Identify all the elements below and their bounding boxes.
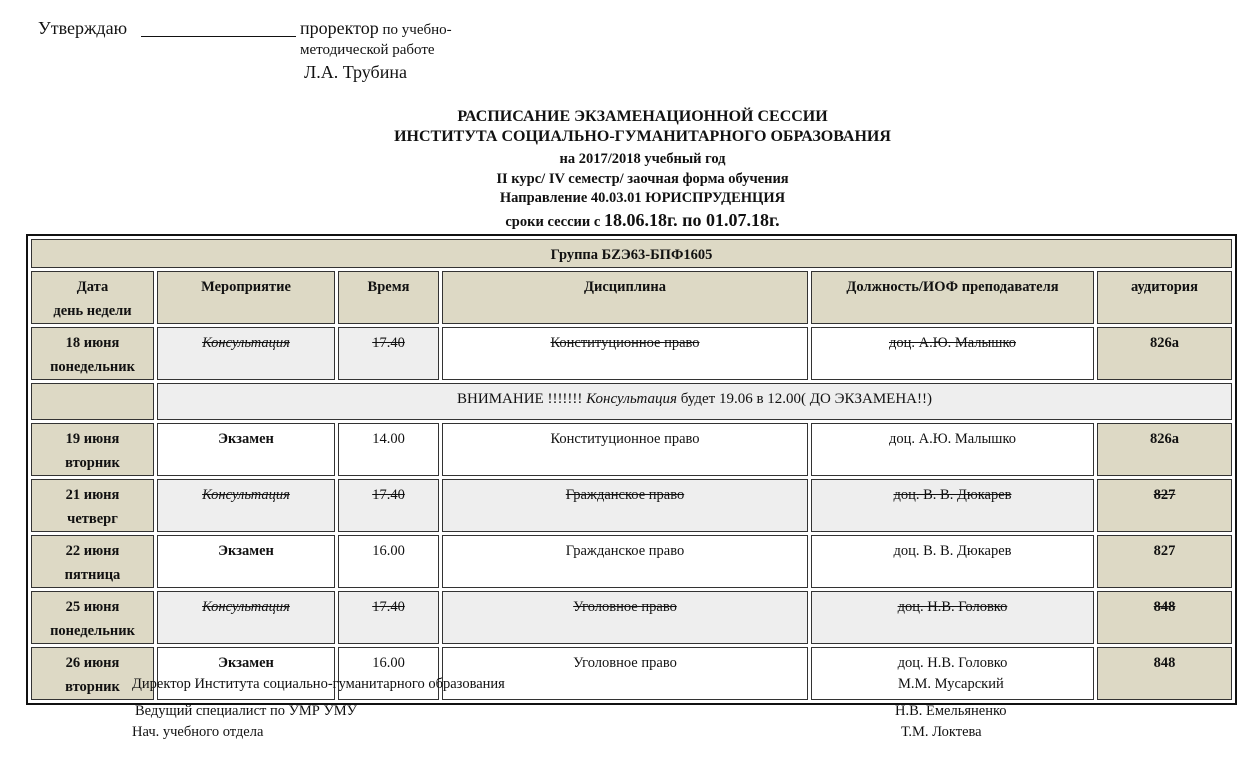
row-time: 17.40	[338, 479, 439, 532]
row-day-value: понедельник	[50, 623, 135, 639]
row-date-value: 18 июня	[65, 335, 120, 351]
row-day-value: четверг	[67, 511, 118, 527]
academic-year: на 2017/2018 учебный год	[559, 151, 726, 167]
row-room: 827	[1097, 535, 1232, 588]
row-date-value: 21 июня	[65, 487, 120, 503]
row-date-value: 19 июня	[65, 431, 120, 447]
notice-row	[31, 383, 1232, 420]
row-discipline: Гражданское право	[442, 479, 808, 532]
approval-block	[38, 14, 518, 84]
header-date-line1: Дата	[76, 279, 109, 295]
signature-name-director: М.М. Мусарский	[898, 676, 1004, 692]
row-event: Консультация	[157, 591, 335, 644]
row-day-value: вторник	[65, 455, 120, 471]
signature-name-specialist: Н.В. Емельяненко	[895, 703, 1007, 719]
header-teacher: Должность/ИОФ преподавателя	[811, 271, 1094, 324]
title-line2: ИНСТИТУТА СОЦИАЛЬНО-ГУМАНИТАРНОГО ОБРАЗОВАНИЯ	[394, 128, 891, 145]
approver-role-line2: методической работе	[300, 42, 435, 58]
notice-prefix: ВНИМАНИЕ !!!!!!!	[457, 391, 587, 407]
header-date	[31, 271, 154, 324]
row-teacher: доц. А.Ю. Малышко	[811, 327, 1094, 380]
approver-role	[300, 18, 452, 39]
notice-suffix: будет 19.06 в 12.00( ДО ЭКЗАМЕНА!!)	[676, 391, 932, 407]
row-time: 14.00	[338, 423, 439, 476]
row-discipline: Уголовное право	[442, 647, 808, 700]
row-room: 827	[1097, 479, 1232, 532]
schedule-table	[26, 234, 1237, 705]
group-name: Группа БZЭ63-БПФ1605	[31, 239, 1232, 268]
notice-date-empty	[31, 383, 154, 420]
header-event: Мероприятие	[157, 271, 335, 324]
signature-line	[141, 36, 296, 37]
row-event: Экзамен	[157, 423, 335, 476]
row-teacher: доц. Н.В. Головко	[811, 647, 1094, 700]
row-date	[31, 423, 154, 476]
row-event: Экзамен	[157, 647, 335, 700]
row-teacher: доц. А.Ю. Малышко	[811, 423, 1094, 476]
row-room: 848	[1097, 591, 1232, 644]
table-row	[31, 591, 1232, 644]
row-event: Консультация	[157, 327, 335, 380]
row-date	[31, 479, 154, 532]
row-time: 17.40	[338, 591, 439, 644]
signature-position-head: Нач. учебного отдела	[132, 724, 264, 740]
table-header-row	[31, 271, 1232, 324]
row-day-value: вторник	[65, 679, 120, 695]
direction: Направление 40.03.01 ЮРИСПРУДЕНЦИЯ	[499, 190, 786, 206]
row-event: Консультация	[157, 479, 335, 532]
row-teacher: доц. Н.В. Головко	[811, 591, 1094, 644]
approver-name: Л.А. Трубина	[304, 62, 407, 82]
row-time: 16.00	[338, 647, 439, 700]
row-date-value: 26 июня	[65, 655, 120, 671]
session-range: 18.06.18г. по 01.07.18г.	[603, 210, 780, 230]
row-room: 848	[1097, 647, 1232, 700]
row-discipline: Конституционное право	[442, 327, 808, 380]
session-prefix: сроки сессии с	[505, 214, 604, 230]
row-date	[31, 591, 154, 644]
table-row	[31, 327, 1232, 380]
row-teacher: доц. В. В. Дюкарев	[811, 479, 1094, 532]
table-row	[31, 423, 1232, 476]
header-room: аудитория	[1097, 271, 1232, 324]
row-discipline: Гражданское право	[442, 535, 808, 588]
table-row	[31, 535, 1232, 588]
course-info: II курс/ IV семестр/ заочная форма обучения	[496, 171, 789, 187]
row-date-value: 25 июня	[65, 599, 120, 615]
row-day-value: пятница	[64, 567, 121, 583]
row-time: 16.00	[338, 535, 439, 588]
row-time: 17.40	[338, 327, 439, 380]
notice-text	[157, 383, 1232, 420]
row-discipline: Конституционное право	[442, 423, 808, 476]
table-row	[31, 479, 1232, 532]
row-day-value: понедельник	[50, 359, 135, 375]
signature-position-director: Директор Института социально-гуманитарного образования	[132, 676, 505, 692]
row-teacher: доц. В. В. Дюкарев	[811, 535, 1094, 588]
row-room: 826а	[1097, 327, 1232, 380]
row-discipline: Уголовное право	[442, 591, 808, 644]
row-date-value: 22 июня	[65, 543, 120, 559]
approver-role-main: проректор	[300, 18, 379, 38]
row-date	[31, 535, 154, 588]
approver-role-rest: по учебно-	[378, 22, 452, 38]
signature-position-specialist: Ведущий специалист по УМР УМУ	[135, 703, 357, 719]
session-dates	[22, 210, 1241, 231]
notice-word: Консультация	[586, 391, 677, 407]
row-event: Экзамен	[157, 535, 335, 588]
header-discipline: Дисциплина	[442, 271, 808, 324]
title-line1: РАСПИСАНИЕ ЭКЗАМЕНАЦИОННОЙ СЕССИИ	[457, 108, 828, 125]
row-room: 826а	[1097, 423, 1232, 476]
approval-word: Утверждаю	[38, 18, 128, 38]
row-date	[31, 327, 154, 380]
header-time: Время	[338, 271, 439, 324]
header-date-line2: день недели	[53, 303, 132, 319]
signature-name-head: Т.М. Локтева	[901, 724, 982, 740]
